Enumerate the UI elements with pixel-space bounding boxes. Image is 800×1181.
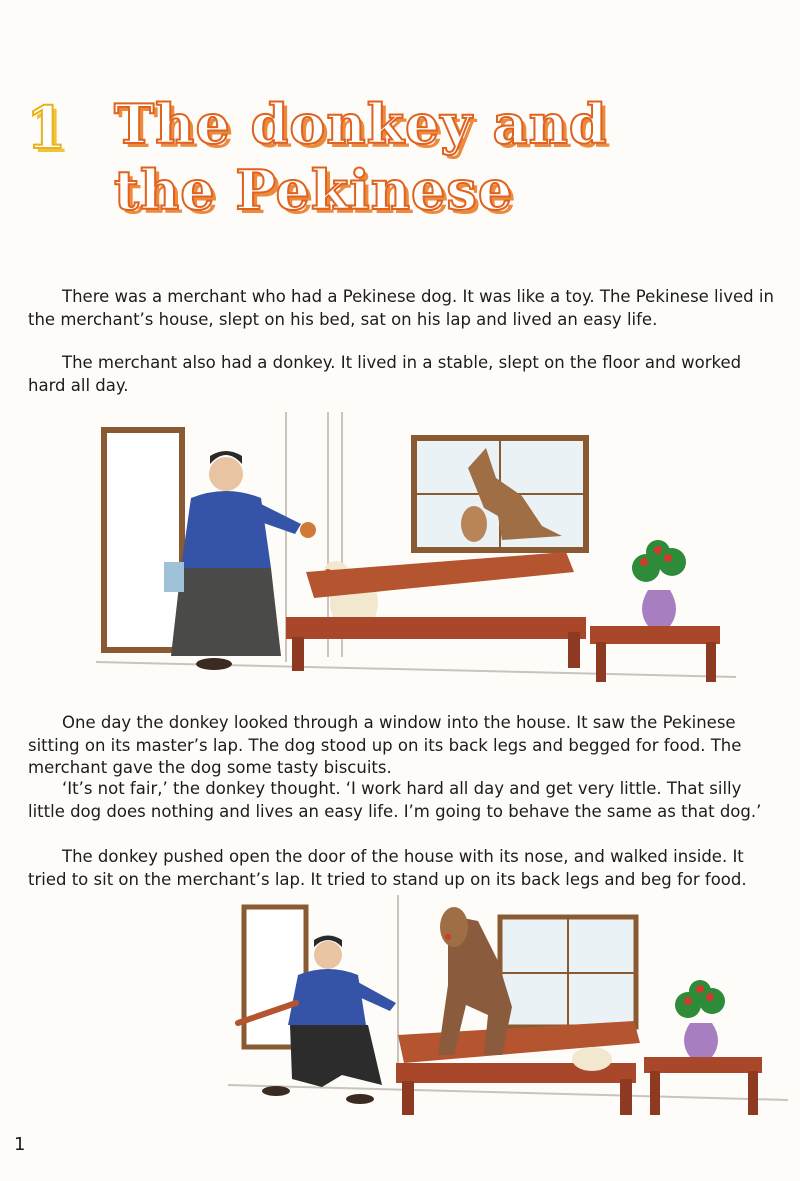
chapter-title-line-2: the Pekinese [114, 158, 514, 222]
paragraph-1: There was a merchant who had a Pekinese dog. It was like a toy. The Pekinese lived in the merchant’s house, slept on his bed, sat on his lap and lived an easy life. [28, 287, 774, 329]
illustration-donkey-on-bench [228, 895, 788, 1135]
paragraph-2: The merchant also had a donkey. It lived in a stable, slept on the floor and worked hard all day. [28, 353, 742, 395]
paragraph-4: ‘It’s not fair,’ the donkey thought. ‘I work hard all day and get very little. That silly little dog does nothing and lives an easy life. I’m going to behave the same as that dog.’ [28, 779, 762, 821]
page-number: 1 [14, 1134, 26, 1155]
chapter-title-line-1: The donkey and [114, 92, 608, 156]
chapter-heading [20, 88, 780, 228]
illustration-merchant-feeding-dog [96, 412, 736, 702]
paragraph-3: One day the donkey looked through a window into the house. It saw the Pekinese sitting on its master’s lap. The dog stood up on its back legs and begged for food. The merchant gave the dog some tasty biscuits. [28, 713, 742, 777]
paragraph-5: The donkey pushed open the door of the house with its nose, and walked inside. It tried to sit on the merchant’s lap. It tried to stand up on its back legs and beg for food. [28, 847, 747, 889]
chapter-number: 1 [26, 94, 67, 162]
